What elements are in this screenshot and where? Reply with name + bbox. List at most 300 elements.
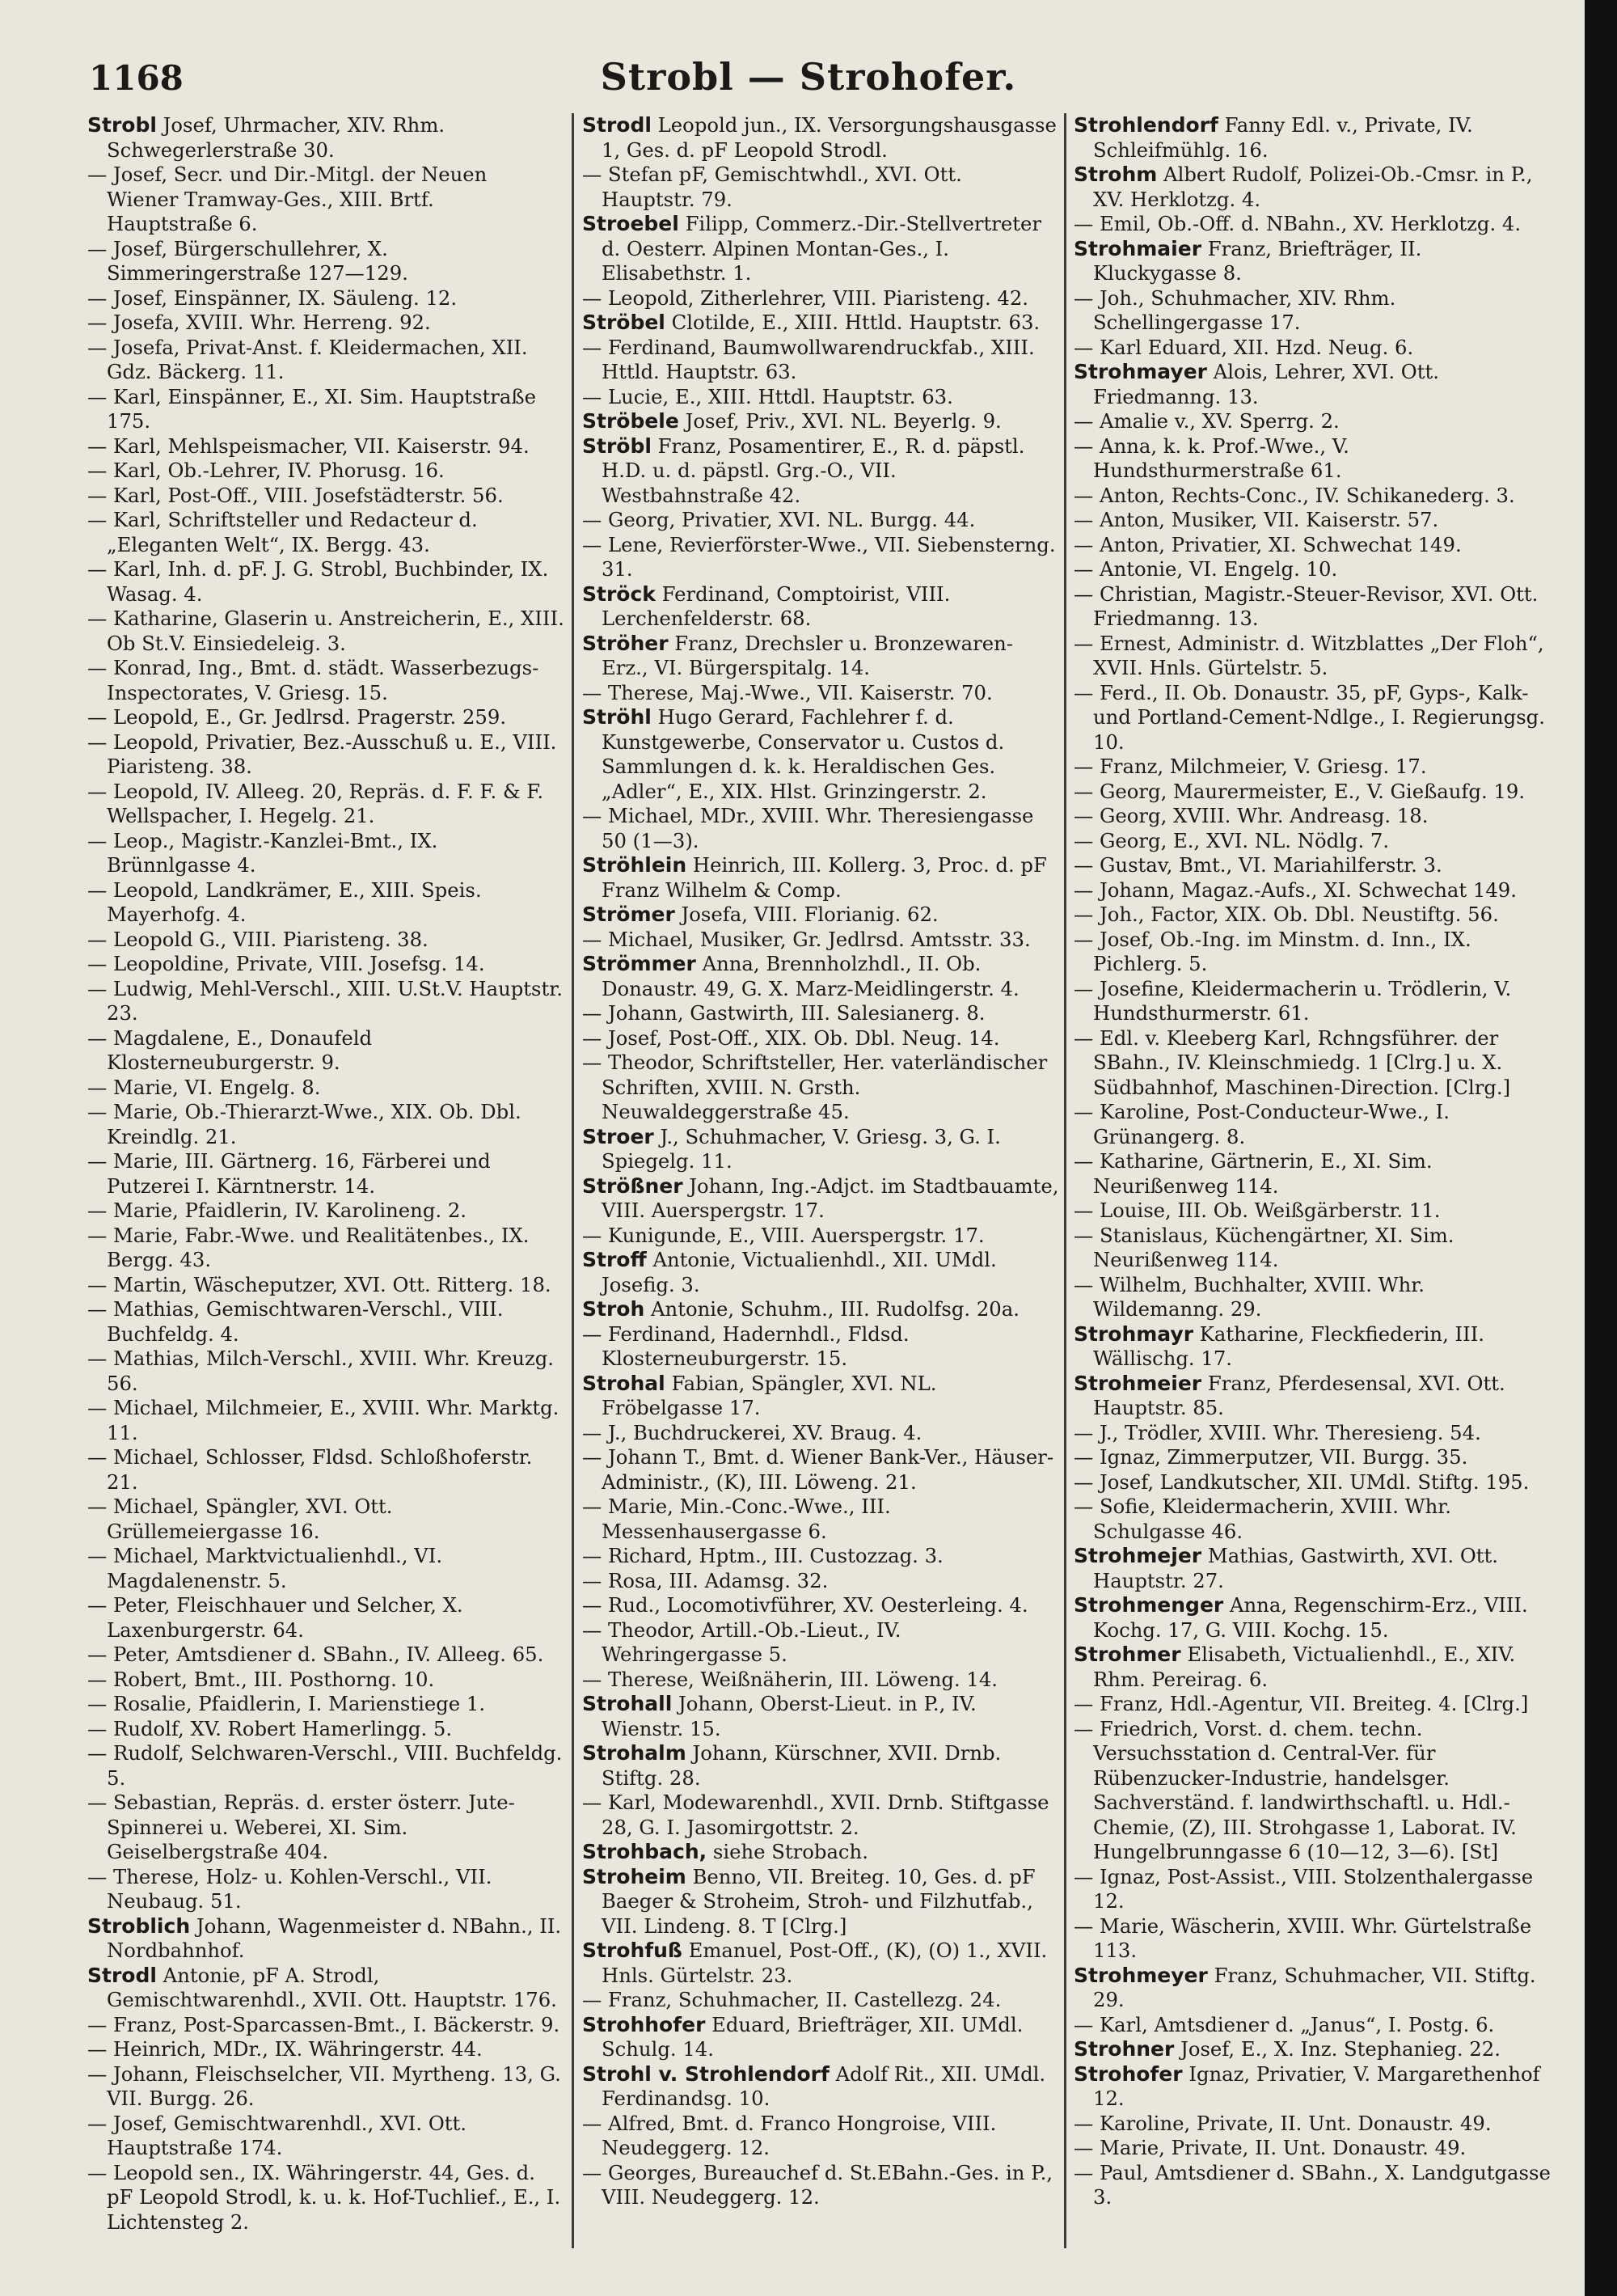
- entry-text: Fanny Edl. v., Private, IV. Schleifmühlg. 16.: [1093, 113, 1473, 162]
- entry-text: — Peter, Fleischhauer und Selcher, X. Laxenburgerstr. 64.: [87, 1593, 463, 1642]
- directory-entry: [87, 113, 564, 163]
- entry-text: — Leop., Magistr.-Kanzlei-Bmt., IX. Brünnlgasse 4.: [87, 828, 438, 877]
- directory-entry: [1074, 780, 1551, 805]
- entry-text: — Rosalie, Pfaidlerin, I. Marienstiege 1.: [87, 1692, 486, 1715]
- entry-text: — Leopold, Privatier, Bez.-Ausschuß u. E., VIII. Piaristeng. 38.: [87, 729, 557, 778]
- directory-entry: [582, 1297, 1059, 1322]
- entry-text: — Ludwig, Mehl-Verschl., XIII. U.St.V. Hauptstr. 23.: [87, 976, 563, 1025]
- directory-entry: [1074, 1273, 1551, 1322]
- directory-entry: [87, 163, 564, 237]
- directory-entry: [582, 582, 1059, 632]
- directory-entry: [87, 311, 564, 336]
- surname-heading: Strohhofer: [582, 2012, 706, 2036]
- entry-text: — Amalie v., XV. Sperrg. 2.: [1074, 409, 1340, 433]
- directory-entry: [87, 1199, 564, 1224]
- directory-entry: [1074, 2136, 1551, 2161]
- entry-text: — Peter, Amtsdiener d. SBahn., IV. Alleeg. 65.: [87, 1643, 544, 1666]
- entry-text: — Michael, Milchmeier, E., XVIII. Whr. Marktg. 11.: [87, 1396, 559, 1444]
- entry-text: — Therese, Holz- u. Kohlen-Verschl., VII. Neubaug. 51.: [87, 1864, 492, 1913]
- directory-entry: [582, 533, 1059, 582]
- directory-entry: [1074, 484, 1551, 509]
- directory-entry: [582, 1569, 1059, 1594]
- entry-text: — Franz, Schuhmacher, II. Castellezg. 24.: [582, 1988, 1002, 2011]
- entry-text: — Martin, Wäscheputzer, XVI. Ott. Ritterg. 18.: [87, 1272, 551, 1296]
- directory-entry: [582, 1791, 1059, 1840]
- directory-entry: [87, 508, 564, 557]
- directory-entry: [87, 1791, 564, 1865]
- entry-text: Johann, Kürschner, XVII. Drnb. Stiftg. 28.: [602, 1741, 1002, 1790]
- directory-entry: [1074, 804, 1551, 829]
- directory-entry: [87, 484, 564, 509]
- entry-text: siehe Strobach.: [712, 1840, 868, 1863]
- entry-text: — Konrad, Ing., Bmt. d. städt. Wasserbezugs-Inspectorates, V. Griesg. 15.: [87, 656, 539, 704]
- directory-entry: [582, 853, 1059, 903]
- entry-text: Antonie, Schuhm., III. Rudolfsg. 20a.: [651, 1297, 1020, 1321]
- entry-text: Josefa, VIII. Florianig. 62.: [681, 903, 939, 926]
- page-header: [89, 50, 1528, 108]
- directory-entry: [1074, 829, 1551, 854]
- entry-text: Clotilde, E., XIII. Httld. Hauptstr. 63.: [671, 311, 1041, 334]
- directory-entry: [1074, 533, 1551, 558]
- directory-entry: [582, 1174, 1059, 1224]
- entry-text: Ignaz, Privatier, V. Margarethenhof 12.: [1093, 2061, 1540, 2110]
- column-divider: [572, 113, 574, 2248]
- entry-text: — Anton, Musiker, VII. Kaiserstr. 57.: [1074, 508, 1439, 531]
- scan-edge: [1585, 0, 1617, 2296]
- entry-text: — Gustav, Bmt., VI. Mariahilferstr. 3.: [1074, 853, 1442, 877]
- entry-text: — Johann, Fleischselcher, VII. Myrtheng. 13, G. VII. Burgg. 26.: [87, 2061, 561, 2110]
- directory-entry: [582, 1051, 1059, 1125]
- directory-entry: [87, 336, 564, 385]
- entry-text: — Christian, Magistr.-Steuer-Revisor, XVI. Ott. Friedmanng. 13.: [1074, 581, 1539, 630]
- surname-heading: Strohal: [582, 1371, 665, 1395]
- directory-entry: [582, 1125, 1059, 1174]
- entry-text: — Leopold, Zitherlehrer, VIII. Piaristeng. 42.: [582, 285, 1029, 310]
- directory-entry: [87, 1692, 564, 1717]
- directory-entry: [1074, 1199, 1551, 1224]
- surname-heading: Strohmaier: [1074, 236, 1202, 260]
- directory-entry: [582, 804, 1059, 853]
- directory-entry: [1074, 1593, 1551, 1643]
- surname-heading: Stroblich: [87, 1913, 191, 1938]
- directory-entry: [87, 1668, 564, 1693]
- entry-text: — Leopold sen., IX. Währingerstr. 44, Ges. d. pF Leopold Strodl, k. u. k. Hof-Tuchlief., E., I. Lichtensteg 2.: [87, 2160, 561, 2234]
- surname-heading: Strodl: [87, 1963, 157, 1987]
- entry-text: — Karl Eduard, XII. Hzd. Neug. 6.: [1074, 335, 1414, 359]
- entry-text: — Leopoldine, Private, VIII. Josefsg. 14.: [87, 952, 485, 975]
- entry-text: Anna, Regenschirm-Erz., VIII. Kochg. 17, G. VIII. Kochg. 15.: [1093, 1593, 1528, 1642]
- entry-text: — Karoline, Private, II. Unt. Donaustr. 49.: [1074, 2111, 1492, 2135]
- directory-entry: [1074, 237, 1551, 286]
- directory-entry: [1074, 212, 1551, 237]
- directory-entry: [582, 1741, 1059, 1791]
- entry-text: — Therese, Weißnäherin, III. Löweng. 14.: [582, 1667, 998, 1691]
- surname-heading: Ströbel: [582, 311, 665, 334]
- entry-text: Franz, Posamentirer, E., R. d. päpstl. H.D. u. d. päpstl. Grg.-O., VII. Westbahnstraße 42.: [602, 433, 1025, 507]
- directory-entry: [1074, 2037, 1551, 2062]
- directory-entry: [1074, 508, 1551, 533]
- directory-entry: [87, 237, 564, 286]
- entry-text: — Leopold, Landkrämer, E., XIII. Speis. Mayerhofg. 4.: [87, 877, 482, 926]
- column-3: [1074, 113, 1551, 2248]
- entry-text: — Joh., Factor, XIX. Ob. Dbl. Neustiftg. 56.: [1074, 903, 1499, 926]
- directory-entry: [582, 434, 1059, 509]
- entry-text: Johann, Oberst-Lieut. in P., IV. Wienstr. 15.: [602, 1692, 977, 1740]
- entry-text: — J., Buchdruckerei, XV. Braug. 4.: [582, 1420, 922, 1444]
- directory-entry: [1074, 336, 1551, 361]
- entry-text: — Heinrich, MDr., IX. Währingerstr. 44.: [87, 2037, 483, 2061]
- entry-text: — Marie, Fabr.-Wwe. und Realitätenbes., IX. Bergg. 43.: [87, 1223, 530, 1271]
- entry-text: — Alfred, Bmt. d. Franco Hongroise, VIII. Neudeggerg. 12.: [582, 2111, 997, 2159]
- directory-entry: [1074, 1865, 1551, 1914]
- entry-text: — Josef, Ob.-Ing. im Minstm. d. Inn., IX. Pichlerg. 5.: [1074, 927, 1471, 975]
- directory-entry: [582, 1988, 1059, 2013]
- surname-heading: Ströhl: [582, 705, 652, 729]
- surname-heading: Strohbach,: [582, 1840, 707, 1863]
- entry-text: — Anton, Privatier, XI. Schwechat 149.: [1074, 532, 1462, 556]
- entry-text: — Sebastian, Repräs. d. erster österr. Jute-Spinnerei u. Weberei, XI. Sim. Geiselbergstraße 404.: [87, 1791, 515, 1863]
- entry-text: — Michael, Marktvictualienhdl., VI. Magdalenenstr. 5.: [87, 1544, 443, 1592]
- entry-text: — Josefine, Kleidermacherin u. Trödlerin, V. Hundsthurmerstr. 61.: [1074, 976, 1512, 1025]
- entry-text: Fabian, Spängler, XVI. NL. Fröbelgasse 17.: [602, 1371, 937, 1419]
- entry-text: — Josef, Secr. und Dir.-Mitgl. der Neuen Wiener Tramway-Ges., XIII. Brtf. Hauptstraße 6.: [87, 163, 488, 235]
- entry-text: — Karl, Inh. d. pF. J. G. Strobl, Buchbinder, IX. Wasag. 4.: [87, 557, 549, 606]
- entry-text: — Robert, Bmt., III. Posthorng. 10.: [87, 1667, 435, 1691]
- directory-entry: [1074, 1026, 1551, 1101]
- directory-entry: [582, 336, 1059, 385]
- directory-entry: [582, 1001, 1059, 1026]
- directory-entry: [87, 1149, 564, 1199]
- directory-entry: [87, 2013, 564, 2038]
- directory-entry: [582, 1224, 1059, 1249]
- directory-entry: [1074, 113, 1551, 163]
- directory-entry: [1074, 1964, 1551, 2013]
- directory-entry: [1074, 557, 1551, 582]
- entry-text: Ferdinand, Comptoirist, VIII. Lerchenfelderstr. 68.: [602, 581, 951, 630]
- directory-entry: [1074, 1692, 1551, 1717]
- surname-heading: Strohofer: [1074, 2061, 1183, 2086]
- surname-heading: Ströbl: [582, 433, 652, 458]
- surname-heading: Strohmer: [1074, 1643, 1181, 1666]
- entry-text: Heinrich, III. Kollerg. 3, Proc. d. pF Franz Wilhelm & Comp.: [602, 853, 1047, 902]
- directory-entry: [582, 2161, 1059, 2210]
- directory-entry: [1074, 928, 1551, 977]
- directory-entry: [1074, 878, 1551, 903]
- surname-heading: Strohalm: [582, 1741, 686, 1765]
- entry-text: Filipp, Commerz.-Dir.-Stellvertreter d. Oesterr. Alpinen Montan-Ges., I. Elisabethstr. 1.: [602, 212, 1042, 285]
- surname-heading: Ströher: [582, 631, 669, 655]
- surname-heading: Strohner: [1074, 2037, 1175, 2061]
- directory-entry: [1074, 755, 1551, 780]
- directory-entry: [1074, 681, 1551, 755]
- entry-text: — Georg, Maurermeister, E., V. Gießaufg. 19.: [1074, 779, 1526, 803]
- entry-text: — Stanislaus, Küchengärtner, XI. Sim. Neurißenweg 114.: [1074, 1223, 1454, 1271]
- directory-entry: [582, 113, 1059, 163]
- surname-heading: Strohmejer: [1074, 1544, 1202, 1567]
- directory-entry: [1074, 1224, 1551, 1273]
- surname-heading: Stroheim: [582, 1864, 686, 1888]
- entry-text: — Josef, Bürgerschullehrer, X. Simmeringerstraße 127—129.: [87, 236, 408, 285]
- entry-text: — Michael, Spängler, XVI. Ott. Grüllemeiergasse 16.: [87, 1495, 393, 1543]
- directory-entry: [1074, 1421, 1551, 1446]
- entry-text: — Ferd., II. Ob. Donaustr. 35, pF, Gyps-, Kalk- und Portland-Cement-Ndlge., I. Regierungsg. 10.: [1074, 680, 1545, 754]
- directory-entry: [1074, 1372, 1551, 1421]
- column-2: [582, 113, 1059, 2248]
- directory-entry: [87, 1273, 564, 1298]
- directory-entry: [1074, 2062, 1551, 2112]
- entry-text: Antonie, Victualienhdl., XII. UMdl. Josefig. 3.: [602, 1248, 997, 1296]
- surname-heading: Ströck: [582, 581, 656, 606]
- directory-entry: [1074, 1495, 1551, 1544]
- entry-text: — Marie, Min.-Conc.-Wwe., III. Messenhausergasse 6.: [582, 1495, 891, 1543]
- entry-text: — Sofie, Kleidermacherin, XVIII. Whr. Schulgasse 46.: [1074, 1495, 1451, 1543]
- directory-entry: [1074, 1470, 1551, 1495]
- entry-text: — Leopold G., VIII. Piaristeng. 38.: [87, 927, 429, 951]
- entry-text: — Magdalene, E., Donaufeld Klosterneuburgerstr. 9.: [87, 1025, 373, 1074]
- directory-entry: [87, 1445, 564, 1495]
- directory-entry: [87, 730, 564, 780]
- directory-entry: [582, 705, 1059, 804]
- entry-text: — Josef, Post-Off., XIX. Ob. Dbl. Neug. 14.: [582, 1025, 1000, 1050]
- entry-text: — Katharine, Gärtnerin, E., XI. Sim. Neurißenweg 114.: [1074, 1149, 1433, 1198]
- surname-heading: Stroh: [582, 1297, 645, 1321]
- entry-text: — Marie, Private, II. Unt. Donaustr. 49.: [1074, 2136, 1467, 2159]
- entry-text: Mathias, Gastwirth, XVI. Ott. Hauptstr. 27.: [1093, 1544, 1499, 1592]
- entry-text: — Franz, Post-Sparcassen-Bmt., I. Bäckerstr. 9.: [87, 2012, 560, 2036]
- directory-entry: [87, 1495, 564, 1544]
- page-number: 1168: [89, 58, 184, 98]
- entry-text: — Rudolf, Selchwaren-Verschl., VIII. Buchfeldg. 5.: [87, 1741, 563, 1790]
- entry-text: — Georg, XVIII. Whr. Andreasg. 18.: [1074, 804, 1429, 827]
- entry-text: — Louise, III. Ob. Weißgärberstr. 11.: [1074, 1199, 1441, 1222]
- surname-heading: Strohmeyer: [1074, 1963, 1208, 1987]
- surname-heading: Ströbele: [582, 409, 679, 433]
- directory-entry: [1074, 1149, 1551, 1199]
- directory-entry: [87, 434, 564, 459]
- directory-entry: [582, 212, 1059, 286]
- surname-heading: Strohmenger: [1074, 1593, 1224, 1617]
- surname-heading: Stroff: [582, 1248, 647, 1271]
- surname-heading: Strohfuß: [582, 1939, 682, 1962]
- directory-entry: [1074, 360, 1551, 409]
- entry-text: — Marie, Wäscherin, XVIII. Whr. Gürtelstraße 113.: [1074, 1913, 1532, 1962]
- entry-text: — Georg, Privatier, XVI. NL. Burgg. 44.: [582, 508, 976, 531]
- entry-text: — Josef, Landkutscher, XII. UMdl. Stiftg. 195.: [1074, 1469, 1530, 1494]
- entry-text: Franz, Briefträger, II. Kluckygasse 8.: [1093, 236, 1422, 285]
- directory-entry: [1074, 2013, 1551, 2038]
- entry-text: — Ferdinand, Baumwollwarendruckfab., XIII. Httld. Hauptstr. 63.: [582, 335, 1035, 383]
- directory-entry: [582, 1445, 1059, 1495]
- entry-text: Hugo Gerard, Fachlehrer f. d. Kunstgewerbe, Conservator u. Custos d. Sammlungen d. k. k. Heraldischen Ges. „Adler“, E., XIX. Hlst. Grinzingerstr. 2.: [602, 705, 1005, 803]
- directory-entry: [582, 311, 1059, 336]
- directory-entry: [87, 385, 564, 434]
- directory-entry: [87, 1026, 564, 1076]
- entry-text: — Karl, Einspänner, E., XI. Sim. Hauptstraße 175.: [87, 384, 536, 433]
- directory-entry: [1074, 434, 1551, 484]
- entry-text: — Katharine, Glaserin u. Anstreicherin, E., XIII. Ob St.V. Einsiedeleig. 3.: [87, 607, 564, 655]
- directory-entry: [1074, 1322, 1551, 1372]
- directory-entry: [582, 681, 1059, 706]
- entry-text: Antonie, pF A. Strodl, Gemischtwarenhdl., XVII. Ott. Hauptstr. 176.: [107, 1963, 557, 2011]
- directory-entry: [87, 1717, 564, 1742]
- surname-heading: Strodl: [582, 113, 652, 137]
- directory-entry: [582, 2062, 1059, 2112]
- entry-text: — Josefa, Privat-Anst. f. Kleidermachen, XII. Gdz. Bäckerg. 11.: [87, 335, 528, 383]
- entry-text: — Michael, Schlosser, Fldsd. Schloßhoferstr. 21.: [87, 1445, 533, 1494]
- entry-text: — Johann T., Bmt. d. Wiener Bank-Ver., Häuser-Administr., (K), III. Löweng. 21.: [582, 1445, 1054, 1494]
- entry-text: — Rosa, III. Adamsg. 32.: [582, 1568, 829, 1592]
- entry-text: — Karl, Schriftsteller und Redacteur d. „Eleganten Welt“, IX. Bergg. 43.: [87, 508, 478, 556]
- entry-text: Emanuel, Post-Off., (K), (O) 1., XVII. Hnls. Gürtelstr. 23.: [602, 1939, 1048, 1987]
- directory-entry: [582, 1322, 1059, 1372]
- entry-text: — Karl, Ob.-Lehrer, IV. Phorusg. 16.: [87, 459, 445, 482]
- directory-entry: [1074, 409, 1551, 434]
- entry-text: — Marie, Ob.-Thierarzt-Wwe., XIX. Ob. Dbl. Kreindlg. 21.: [87, 1100, 521, 1148]
- entry-text: Josef, Priv., XVI. NL. Beyerlg. 9.: [685, 409, 1002, 433]
- surname-heading: Strohl v. Strohlendorf: [582, 2061, 830, 2086]
- entry-text: — Franz, Milchmeier, V. Griesg. 17.: [1074, 755, 1427, 778]
- entry-text: — Theodor, Schriftsteller, Her. vaterländischer Schriften, XVIII. N. Grsth. Neuwaldeggerstraße 45.: [582, 1051, 1048, 1123]
- entry-text: — Anna, k. k. Prof.-Wwe., V. Hundsthurmerstraße 61.: [1074, 433, 1349, 482]
- directory-entry: [582, 952, 1059, 1001]
- entry-text: — Ferdinand, Hadernhdl., Fldsd. Klosterneuburgerstr. 15.: [582, 1321, 910, 1370]
- directory-entry: [1074, 163, 1551, 212]
- entry-text: — Antonie, VI. Engelg. 10.: [1074, 557, 1338, 581]
- entry-text: J., Schuhmacher, V. Griesg. 3, G. I. Spiegelg. 11.: [602, 1124, 1001, 1173]
- entry-text: — Michael, MDr., XVIII. Whr. Theresiengasse 50 (1—3).: [582, 804, 1034, 852]
- entry-text: — Johann, Gastwirth, III. Salesianerg. 8.: [582, 1001, 986, 1025]
- entry-text: Alois, Lehrer, XVI. Ott. Friedmanng. 13.: [1093, 360, 1439, 408]
- directory-entry: [87, 1865, 564, 1914]
- directory-entry: [1074, 903, 1551, 928]
- directory-entry: [87, 656, 564, 705]
- directory-entry: [582, 1865, 1059, 1939]
- directory-entry: [1074, 1717, 1551, 1865]
- directory-entry: [582, 508, 1059, 533]
- entry-text: — Rudolf, XV. Robert Hamerlingg. 5.: [87, 1716, 453, 1740]
- entry-text: — Mathias, Gemischtwaren-Verschl., VIII. Buchfeldg. 4.: [87, 1297, 504, 1346]
- directory-entry: [87, 2161, 564, 2235]
- entry-text: — Edl. v. Kleeberg Karl, Rchngsführer. der SBahn., IV. Kleinschmiedg. 1 [Clrg.] u. X. Südbahnhof, Maschinen-Direction. [Clrg.]: [1074, 1025, 1511, 1099]
- directory-entry: [87, 2112, 564, 2161]
- directory-entry: [87, 1076, 564, 1101]
- directory-entry: [87, 829, 564, 878]
- directory-entry: [1074, 286, 1551, 336]
- surname-heading: Strömmer: [582, 952, 696, 975]
- entry-text: — Wilhelm, Buchhalter, XVIII. Whr. Wildemanng. 29.: [1074, 1272, 1425, 1321]
- entry-text: — Karl, Post-Off., VIII. Josefstädterstr. 56.: [87, 483, 504, 507]
- directory-entry: [1074, 582, 1551, 632]
- surname-heading: Strohmayr: [1074, 1321, 1194, 1346]
- entry-text: — Karl, Modewarenhdl., XVII. Drnb. Stiftgasse 28, G. I. Jasomirgottstr. 2.: [582, 1791, 1049, 1839]
- directory-entry: [582, 1840, 1059, 1865]
- directory-entry: [1074, 977, 1551, 1026]
- entry-text: — Marie, Pfaidlerin, IV. Karolineng. 2.: [87, 1199, 467, 1222]
- directory-entry: [87, 977, 564, 1026]
- entry-text: — Friedrich, Vorst. d. chem. techn. Versuchsstation d. Central-Ver. für Rübenzucker-Industrie, handelsger. Sachverständ. f. landwirthschaftl. u. Hdl.-Chemie, (Z), III. Strohgasse 1, Laborat. IV. Hungelbrunngasse 6 (10—12, 3—6). [St]: [1074, 1716, 1517, 1863]
- directory-entry: [582, 632, 1059, 681]
- entry-text: Adolf Rit., XII. UMdl. Ferdinandsg. 10.: [602, 2061, 1046, 2110]
- directory-entry: [582, 1248, 1059, 1297]
- entry-text: Eduard, Briefträger, XII. UMdl. Schulg. 14.: [602, 2012, 1024, 2061]
- directory-entry: [87, 1297, 564, 1347]
- directory-entry: [1074, 2161, 1551, 2210]
- surname-heading: Strohmeier: [1074, 1371, 1202, 1395]
- entry-text: Johann, Ing.-Adjct. im Stadtbauamte, VIII. Auerspergstr. 17.: [602, 1173, 1059, 1222]
- directory-entry: [1074, 1100, 1551, 1149]
- entry-text: — Therese, Maj.-Wwe., VII. Kaiserstr. 70.: [582, 680, 993, 704]
- directory-entry: [87, 1347, 564, 1396]
- entry-text: Albert Rudolf, Polizei-Ob.-Cmsr. in P., XV. Herklotzg. 4.: [1093, 163, 1533, 211]
- directory-entry: [1074, 2112, 1551, 2137]
- entry-text: Johann, Wagenmeister d. NBahn., II. Nordbahnhof.: [107, 1913, 562, 1962]
- column-divider: [1064, 113, 1066, 2248]
- directory-entry: [582, 1421, 1059, 1446]
- directory-entry: [87, 2037, 564, 2062]
- directory-entry: [582, 1618, 1059, 1668]
- surname-heading: Strobl: [87, 113, 157, 137]
- entry-text: — Lucie, E., XIII. Httdl. Hauptstr. 63.: [582, 384, 953, 408]
- directory-entry: [87, 1396, 564, 1445]
- page-title: Strobl — Strohofer.: [600, 55, 1017, 99]
- entry-text: — Emil, Ob.-Off. d. NBahn., XV. Herklotzg. 4.: [1074, 212, 1522, 235]
- entry-text: — Marie, III. Gärtnerg. 16, Färberei und Putzerei I. Kärntnerstr. 14.: [87, 1149, 491, 1198]
- surname-heading: Strößner: [582, 1173, 683, 1198]
- entry-text: — Josef, Gemischtwarenhdl., XVI. Ott. Hauptstraße 174.: [87, 2111, 467, 2159]
- directory-entry: [582, 2112, 1059, 2161]
- directory-entry: [582, 1026, 1059, 1051]
- entry-text: Franz, Drechsler u. Bronzewaren-Erz., VI. Bürgerspitalg. 14.: [602, 631, 1013, 679]
- directory-entry: [1074, 1643, 1551, 1692]
- entry-text: — Joh., Schuhmacher, XIV. Rhm. Schellingergasse 17.: [1074, 285, 1396, 334]
- directory-entry: [87, 607, 564, 656]
- entry-text: — Anton, Rechts-Conc., IV. Schikanederg. 3.: [1074, 483, 1515, 507]
- entry-text: Benno, VII. Breiteg. 10, Ges. d. pF Baeger & Stroheim, Stroh- und Filzhutfab., VII. Lindeng. 8. T [Clrg.]: [602, 1864, 1036, 1938]
- directory-entry: [87, 1100, 564, 1149]
- directory-entry: [87, 1593, 564, 1643]
- directory-entry: [87, 1224, 564, 1273]
- directory-entry: [87, 878, 564, 928]
- directory-entry: [87, 1741, 564, 1791]
- directory-entry: [582, 385, 1059, 410]
- directory-entry: [87, 557, 564, 607]
- entry-text: — Karl, Mehlspeismacher, VII. Kaiserstr. 94.: [87, 433, 530, 458]
- directory-entry: [582, 1372, 1059, 1421]
- surname-heading: Strohm: [1074, 163, 1158, 186]
- entry-text: — Ernest, Administr. d. Witzblattes „Der Floh“, XVII. Hnls. Gürtelstr. 5.: [1074, 631, 1544, 679]
- entry-text: — Michael, Musiker, Gr. Jedlrsd. Amtsstr. 33.: [582, 927, 1031, 951]
- entry-text: — Johann, Magaz.-Aufs., XI. Schwechat 149.: [1074, 877, 1517, 902]
- entry-text: Elisabeth, Victualienhdl., E., XIV. Rhm. Pereirag. 6.: [1093, 1643, 1516, 1691]
- surname-heading: Ströhlein: [582, 853, 687, 877]
- entry-text: — Leopold, IV. Alleeg. 20, Repräs. d. F. F. & F. Wellspacher, I. Hegelg. 21.: [87, 779, 544, 827]
- directory-entry: [582, 1593, 1059, 1618]
- entry-text: — Marie, VI. Engelg. 8.: [87, 1075, 321, 1099]
- surname-heading: Strohlendorf: [1074, 113, 1218, 137]
- directory-entry: [582, 1692, 1059, 1741]
- entry-text: — J., Trödler, XVIII. Whr. Theresieng. 54.: [1074, 1420, 1481, 1444]
- entry-text: Franz, Schuhmacher, VII. Stiftg. 29.: [1093, 1963, 1536, 2011]
- directory-entry: [1074, 632, 1551, 681]
- surname-heading: Strömer: [582, 903, 675, 926]
- entry-text: — Mathias, Milch-Verschl., XVIII. Whr. Kreuzg. 56.: [87, 1347, 555, 1395]
- directory-entry: [1074, 853, 1551, 878]
- surname-heading: Strohall: [582, 1692, 673, 1715]
- entry-text: — Georg, E., XVI. NL. Nödlg. 7.: [1074, 828, 1390, 852]
- entry-text: — Leopold, E., Gr. Jedlrsd. Pragerstr. 259.: [87, 705, 507, 729]
- directory-entry: [87, 286, 564, 311]
- entry-text: Anna, Brennholzhdl., II. Ob. Donaustr. 49, G. X. Marz-Meidlingerstr. 4.: [602, 952, 1020, 1000]
